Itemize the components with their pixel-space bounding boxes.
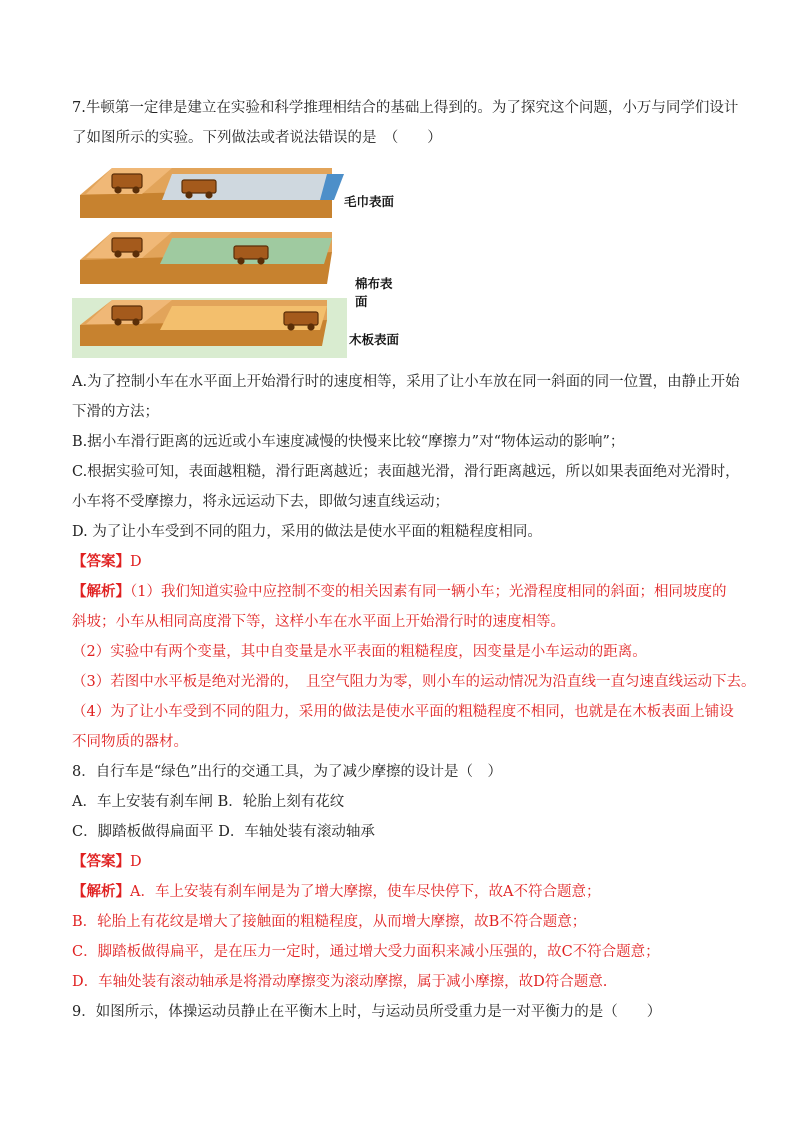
- answer-tag: 【答案】: [72, 853, 130, 870]
- analysis-tag: 【解析】: [72, 883, 130, 900]
- cotton-surface-label: 棉布表面: [355, 276, 393, 309]
- q8-stem: 8．自行车是“绿色”出行的交通工具，为了减少摩擦的设计是（ ）: [72, 764, 503, 780]
- q9-stem: 9．如图所示，体操运动员静止在平衡木上时，与运动员所受重力是一对平衡力的是（ ）: [72, 1004, 662, 1020]
- q8-answer: [72, 852, 732, 872]
- analysis-tag: 【解析】: [72, 583, 130, 600]
- wood-surface-label: 木板表面: [349, 332, 400, 347]
- q7-option-c-line-1: C.根据实验可知，表面越粗糙，滑行距离越近；表面越光滑，滑行距离越远，所以如果表面绝对光滑时，: [72, 464, 740, 480]
- q7-analysis-4a: （4）为了让小车受到不同的阻力，采用的做法是使水平面的粗糙程度不相同，也就是在木板表面上铺设: [72, 704, 734, 720]
- q8-analysis-a: [72, 882, 732, 902]
- q8-analysis-c: C．脚踏板做得扁平，是在压力一定时，通过增大受力面积来减小压强的，故C不符合题意；: [72, 944, 660, 960]
- towel-surface-panel: [80, 168, 344, 218]
- q8-options-cd: C．脚踏板做得扁面平 D．车轴处装有滚动轴承: [72, 824, 375, 840]
- towel-surface-label: 毛巾表面: [344, 194, 395, 209]
- q7-analysis-4b: 不同物质的器材。: [72, 734, 188, 750]
- analysis-text: （1）我们知道实验中应控制不变的相关因素有同一辆小车；光滑程度相同的斜面；相同坡度的: [130, 584, 727, 600]
- answer-tag: 【答案】: [72, 553, 130, 570]
- q7-option-d: D. 为了让小车受到不同的阻力，采用的做法是使水平面的粗糙程度相同。: [72, 524, 542, 540]
- q7-option-c-line-2: 小车将不受摩擦力，将永远运动下去，即做匀速直线运动；: [72, 494, 449, 510]
- analysis-text: A．车上安装有刹车闸是为了增大摩擦，使车尽快停下，故A不符合题意；: [130, 884, 601, 900]
- q8-analysis-b: B．轮胎上有花纹是增大了接触面的粗糙程度，从而增大摩擦，故B不符合题意；: [72, 914, 587, 930]
- answer-value: D: [130, 854, 142, 870]
- q7-analysis-1a: [72, 582, 732, 602]
- q7-analysis-2: （2）实验中有两个变量，其中自变量是水平表面的粗糙程度，因变量是小车运动的距离。: [72, 644, 647, 660]
- q7-option-a-line-1: A.为了控制小车在水平面上开始滑行时的速度相等，采用了让小车放在同一斜面的同一位置，由静止开始: [72, 374, 740, 390]
- q7-option-a-line-2: 下滑的方法；: [72, 404, 159, 420]
- q8-options-ab: A．车上安装有刹车闸 B．轮胎上刻有花纹: [72, 794, 345, 810]
- q7-stem-line-1: 7.牛顿第一定律是建立在实验和科学推理相结合的基础上得到的。为了探究这个问题，小万与同学们设计: [72, 100, 739, 116]
- answer-value: D: [130, 554, 142, 570]
- q7-stem-line-2: 了如图所示的实验。下列做法或者说法错误的是 （ ）: [72, 130, 442, 146]
- wood-surface-panel: [72, 298, 347, 358]
- cotton-surface-panel: [80, 232, 332, 284]
- q7-option-b: B.据小车滑行距离的远近或小车速度减慢的快慢来比较“摩擦力”对“物体运动的影响”；: [72, 434, 625, 450]
- q7-answer: [72, 552, 732, 572]
- q7-analysis-3: （3）若图中水平板是绝对光滑的， 且空气阻力为零，则小车的运动情况为沿直线一直匀速直线运动下去。: [72, 674, 756, 690]
- q7-analysis-1b: 斜坡；小车从相同高度滑下等，这样小车在水平面上开始滑行时的速度相等。: [72, 614, 565, 630]
- experiment-figure: [72, 160, 402, 360]
- q8-analysis-d: D．车轴处装有滚动轴承是将滑动摩擦变为滚动摩擦，属于减小摩擦，故D符合题意.: [72, 974, 608, 990]
